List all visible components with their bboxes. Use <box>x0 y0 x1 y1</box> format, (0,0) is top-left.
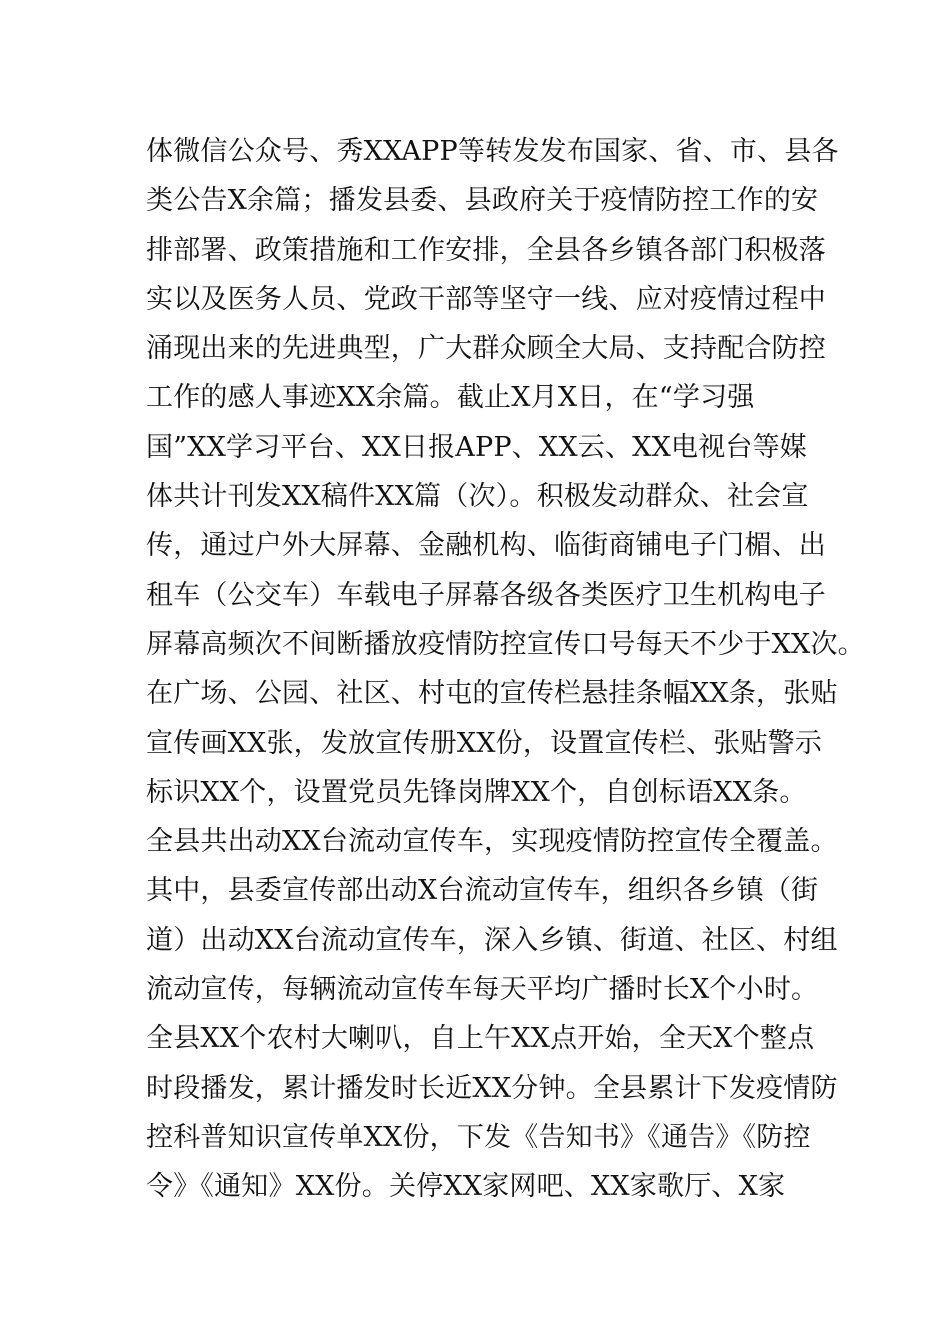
text-line-3: 排部署、政策措施和工作安排，全县各乡镇各部门积极落 <box>146 234 826 266</box>
text-line-18: 流动宣传，每辆流动宣传车每天平均广播时长X个小时。 <box>146 974 819 1006</box>
text-line-7: 国”XX学习平台、XX日报APP、XX云、XX电视台等媒 <box>146 431 808 463</box>
body-paragraph <box>146 127 865 1212</box>
text-line-4: 实以及医务人员、党政干部等坚守一线、应对疫情过程中 <box>146 283 826 315</box>
text-line-1: 体微信公众号、秀XXAPP等转发发布国家、省、市、县各 <box>146 136 839 167</box>
text-line-13: 宣传画XX张，发放宣传册XX份，设置宣传栏、张贴警示 <box>146 727 823 759</box>
text-line-15: 全县共出动XX台流动宣传车，实现疫情防控宣传全覆盖。 <box>146 826 838 858</box>
text-line-20: 时段播发，累计播发时长近XX分钟。全县累计下发疫情防 <box>146 1072 838 1104</box>
text-line-5: 涌现出来的先进典型，广大群众顾全大局、支持配合防控 <box>146 333 826 365</box>
text-line-14: 标识XX个，设置党员先锋岗牌XX个，自创标语XX条。 <box>146 776 807 808</box>
text-line-8: 体共计刊发XX稿件XX篇（次）。积极发动群众、社会宣 <box>146 481 809 513</box>
text-line-16: 其中，县委宣传部出动X台流动宣传车，组织各乡镇（街 <box>146 875 819 907</box>
text-line-6: 工作的感人事迹XX余篇。截止X月X日，在“学习强 <box>146 382 755 414</box>
text-line-12: 在广场、公园、社区、村屯的宣传栏悬挂条幅XX条，张贴 <box>146 678 838 710</box>
text-line-21: 控科普知识宣传单XX份，下发《告知书》《通告》《防控 <box>146 1121 811 1153</box>
text-line-10: 租车（公交车）车载电子屏幕各级各类医疗卫生机构电子 <box>146 579 826 611</box>
text-line-11: 屏幕高频次不间断播放疫情防控宣传口号每天不少于XX次。 <box>146 628 865 660</box>
text-line-19: 全县XX个农村大喇叭，自上午XX点开始，全天X个整点 <box>146 1023 815 1055</box>
text-line-17: 道）出动XX台流动宣传车，深入乡镇、街道、社区、村组 <box>146 924 838 956</box>
text-line-2: 类公告X余篇；播发县委、县政府关于疫情防控工作的安 <box>146 185 819 217</box>
text-line-9: 传，通过户外大屏幕、金融机构、临街商铺电子门楣、出 <box>146 530 826 562</box>
text-line-22: 令》《通知》XX份。关停XX家网吧、XX家歌厅、X家 <box>146 1171 786 1203</box>
